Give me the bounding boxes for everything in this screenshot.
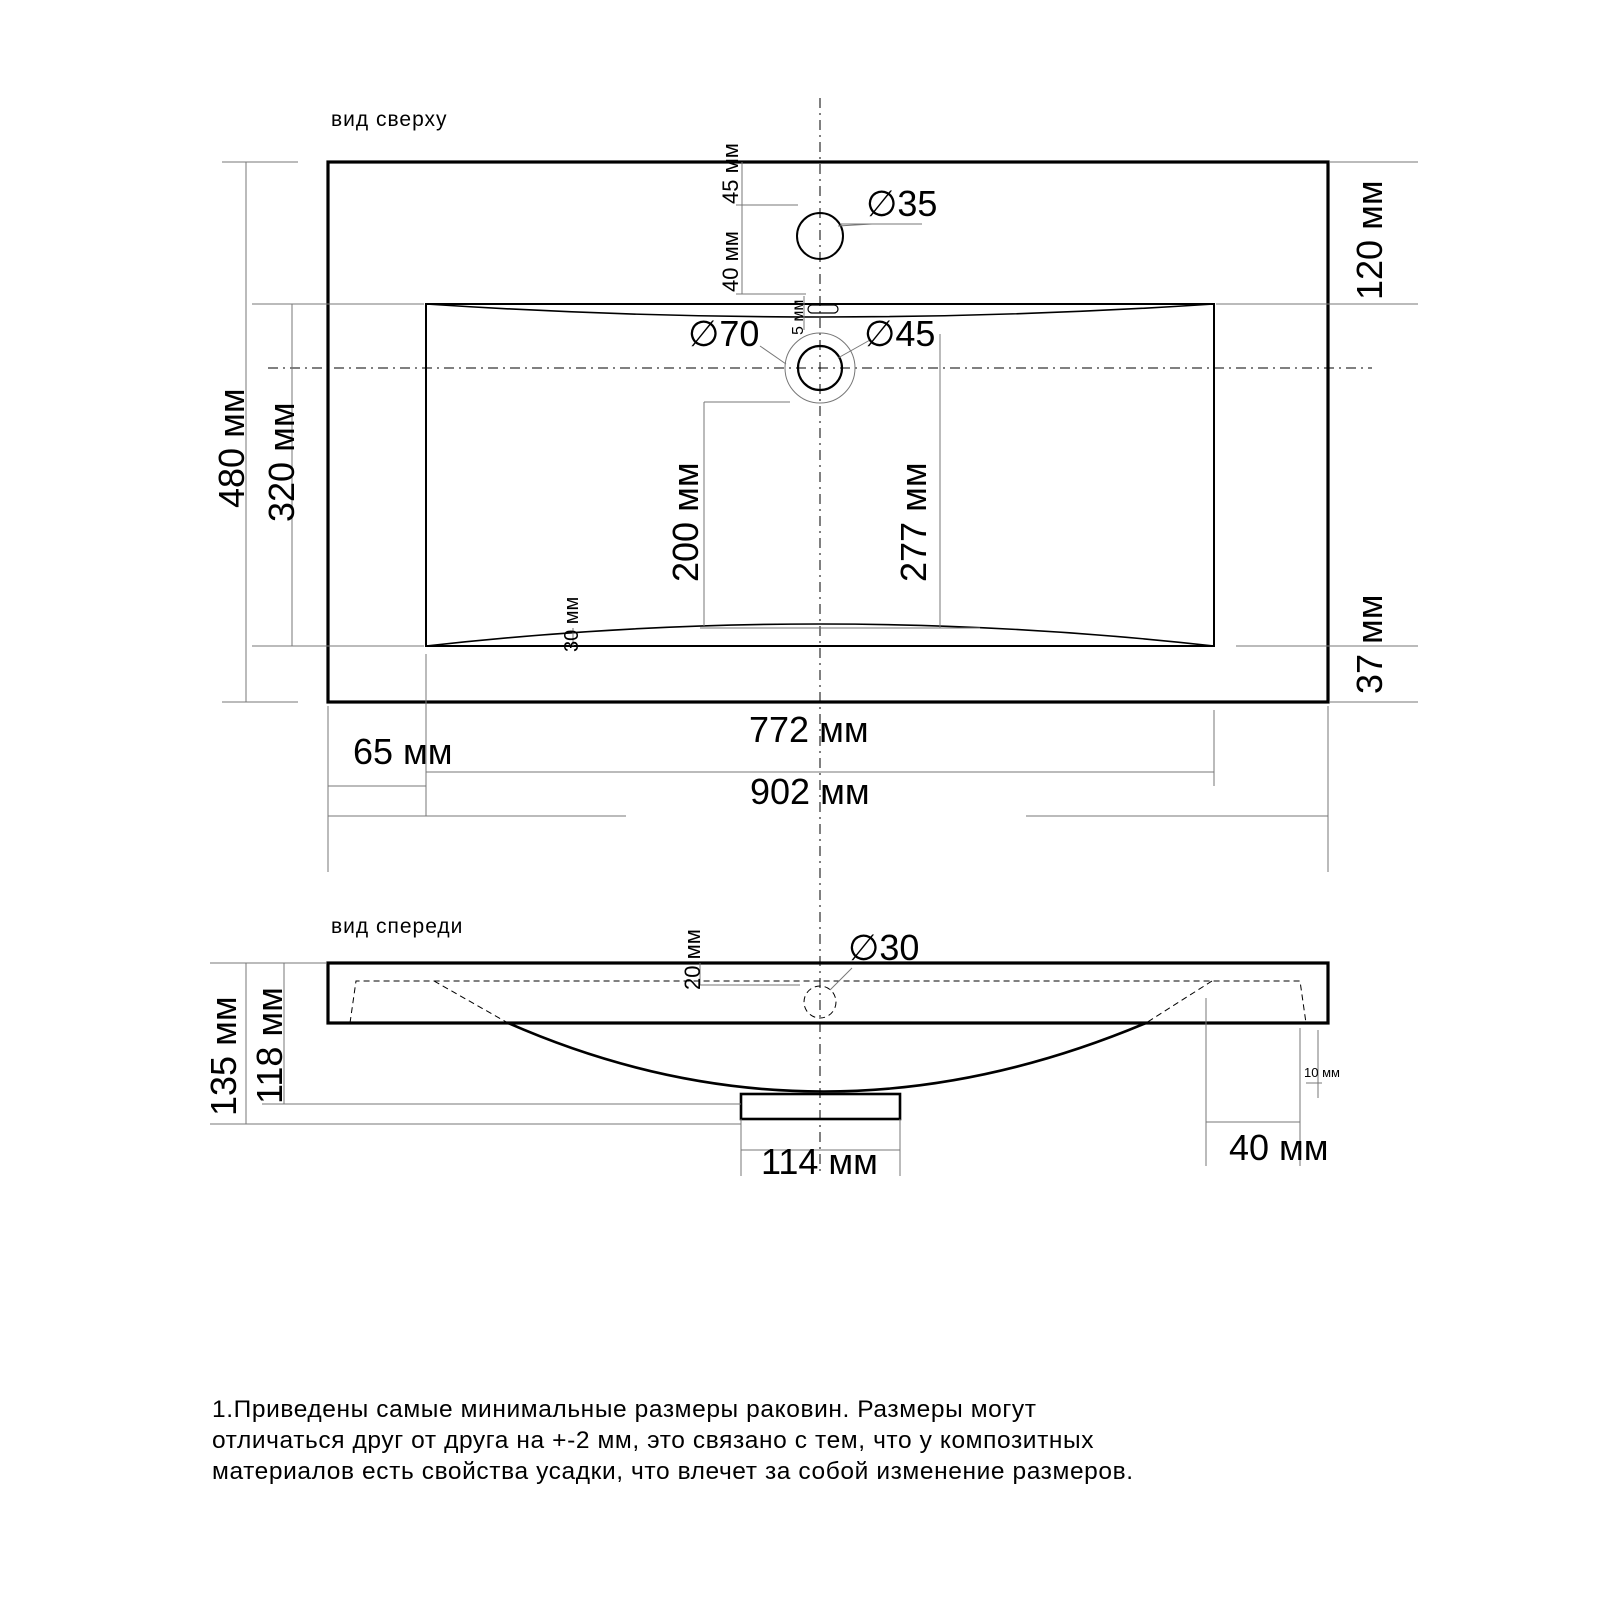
top-view-label: вид сверху (331, 108, 448, 131)
hidden-basin-line (350, 981, 1306, 1023)
label-65mm: 65 мм (353, 731, 453, 772)
label-118mm: 118 мм (249, 987, 290, 1104)
label-20mm: 20 мм (680, 929, 705, 990)
label-37mm: 37 мм (1349, 594, 1390, 694)
top-view (211, 98, 1418, 1175)
label-135mm: 135 мм (203, 996, 244, 1116)
leader-d30 (830, 968, 852, 990)
label-10mm: 10 мм (1304, 1065, 1340, 1080)
label-277mm: 277 мм (893, 462, 934, 582)
label-45mm: 45 мм (718, 143, 743, 204)
leader-d70 (760, 346, 786, 364)
label-902mm: 902 мм (750, 771, 870, 812)
hidden-slope-right (1146, 981, 1212, 1023)
label-120mm: 120 мм (1349, 180, 1390, 300)
label-d70: ∅70 (688, 313, 760, 354)
label-772mm: 772 мм (749, 709, 869, 750)
label-200mm: 200 мм (665, 462, 706, 582)
label-d35: ∅35 (866, 183, 938, 224)
note-line-3: материалов есть свойства усадки, что влечет за собой изменение размеров. (212, 1458, 1134, 1485)
label-5mm: 5 мм (790, 299, 807, 335)
label-320mm: 320 мм (261, 402, 302, 522)
bowl-curve (508, 1023, 1146, 1092)
overflow-slot (808, 305, 838, 313)
label-40mm: 40 мм (718, 231, 743, 292)
label-d30: ∅30 (848, 927, 920, 968)
front-view-label: вид спереди (331, 915, 464, 938)
note (212, 1394, 1412, 1487)
label-40mm: 40 мм (1229, 1127, 1329, 1168)
label-30mm: 30 мм (561, 596, 583, 652)
label-480mm: 480 мм (211, 388, 252, 508)
front-slab-outline (328, 963, 1328, 1023)
note-line-2: отличаться друг от друга на +-2 мм, это связано с тем, что у композитных (212, 1427, 1095, 1454)
label-114mm: 114 мм (761, 1141, 878, 1182)
label-d45: ∅45 (864, 313, 936, 354)
hidden-slope-left (434, 981, 508, 1023)
top-slab-outline (328, 162, 1328, 702)
note-line-1: 1.Приведены самые минимальные размеры раковин. Размеры могут (212, 1396, 1037, 1423)
front-view (203, 915, 1340, 1182)
